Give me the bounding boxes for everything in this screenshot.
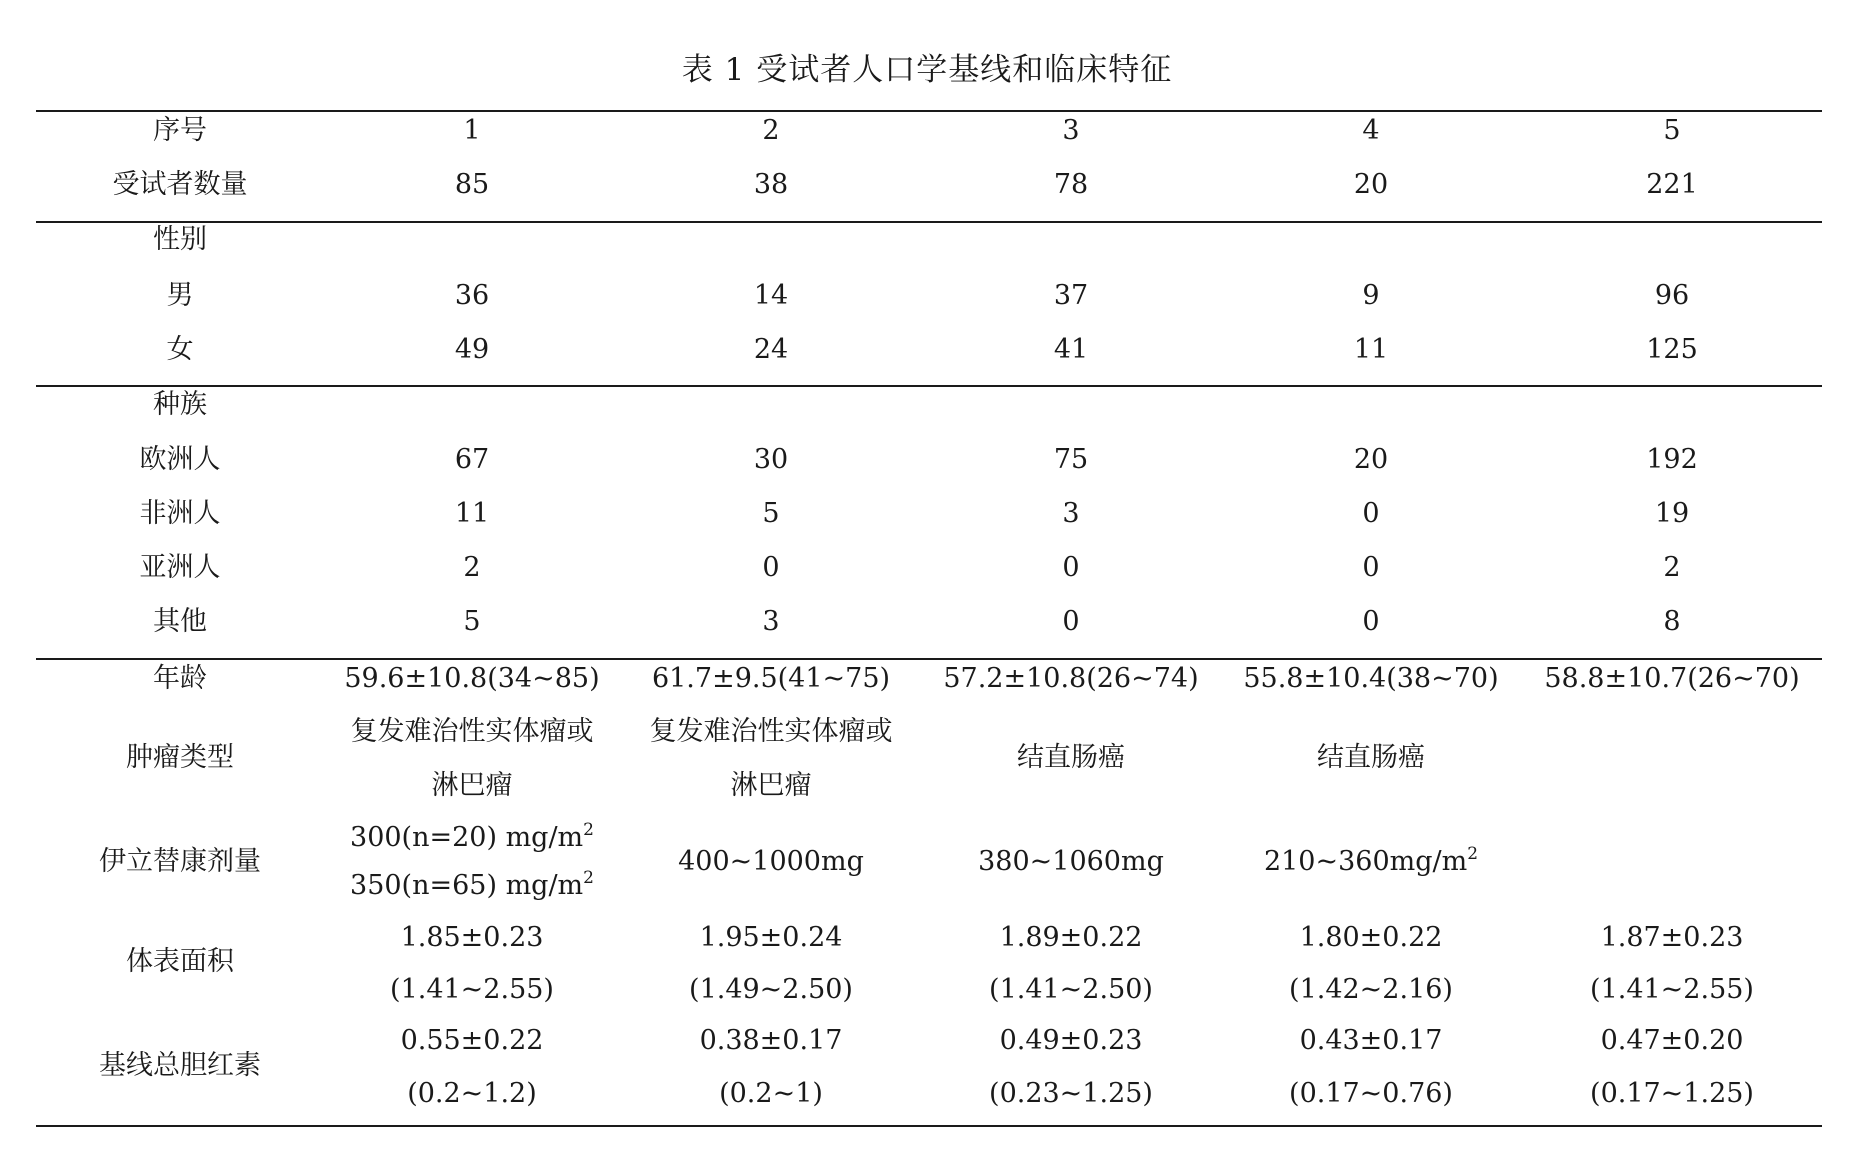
row-label: 男 <box>166 280 194 311</box>
table-cell: 400~1000mg <box>678 846 864 877</box>
table-cell: 淋巴瘤 <box>730 770 812 801</box>
row-label: 年龄 <box>153 663 207 694</box>
table-cell: 300(n=20) $mg/m^2$ <box>350 820 594 853</box>
header-cell: 2 <box>762 115 780 146</box>
row-label: 种族 <box>153 389 207 420</box>
table-cell: 14 <box>753 280 789 311</box>
table-cell: (0.23~1.25) <box>989 1078 1153 1109</box>
table-cell: 复发难治性实体瘤或 <box>649 716 893 747</box>
table-cell: 0 <box>1362 606 1380 637</box>
table-cell: 350(n=65) $mg/m^2$ <box>350 868 594 901</box>
header-cell: 3 <box>1062 115 1080 146</box>
table-cell: (1.42~2.16) <box>1289 974 1453 1005</box>
row-label: 亚洲人 <box>139 552 221 583</box>
table-cell: 78 <box>1053 169 1089 200</box>
table-cell: 55.8±10.4(38~70) <box>1243 663 1499 694</box>
table-cell: 0.47±0.20 <box>1600 1025 1744 1056</box>
table-cell: 96 <box>1654 280 1690 311</box>
table-cell: 30 <box>753 444 789 475</box>
table-cell: (1.49~2.50) <box>689 974 853 1005</box>
table-cell: $210\sim 360mg/m^2$ <box>1263 844 1479 877</box>
table-cell: 20 <box>1353 169 1389 200</box>
row-label: 伊立替康剂量 <box>99 846 261 877</box>
table-cell: 221 <box>1646 169 1698 200</box>
table-cell: 37 <box>1053 280 1089 311</box>
table-cell: 380~1060mg <box>978 846 1164 877</box>
table-cell: 57.2±10.8(26~74) <box>943 663 1199 694</box>
table-cell: (0.17~0.76) <box>1289 1078 1453 1109</box>
table-cell: 1.95±0.24 <box>699 922 843 953</box>
table-cell: 0 <box>1362 498 1380 529</box>
table-cell: 淋巴瘤 <box>431 770 513 801</box>
table-bottom-rule <box>36 1125 1822 1127</box>
table-cell: 36 <box>454 280 490 311</box>
row-label: 肿瘤类型 <box>126 742 234 773</box>
table-cell: 0 <box>1062 606 1080 637</box>
table-cell: 2 <box>1663 552 1681 583</box>
table-cell: 59.6±10.8(34~85) <box>344 663 600 694</box>
table-cell: 49 <box>454 334 490 365</box>
header-cell: 4 <box>1362 115 1380 146</box>
table-cell: 5 <box>463 606 481 637</box>
table-cell: 3 <box>762 606 780 637</box>
table-cell: 0.38±0.17 <box>699 1025 843 1056</box>
table-cell: 75 <box>1053 444 1089 475</box>
table-cell: 2 <box>463 552 481 583</box>
table-cell: 1.85±0.23 <box>400 922 544 953</box>
table-cell: 0.55±0.22 <box>400 1025 544 1056</box>
table-cell: 19 <box>1654 498 1690 529</box>
row-label: 非洲人 <box>139 498 221 529</box>
table-cell: 67 <box>454 444 490 475</box>
row-label: 受试者数量 <box>112 169 248 200</box>
header-cell: 5 <box>1663 115 1681 146</box>
table-cell: 1.87±0.23 <box>1600 922 1744 953</box>
table-cell: 58.8±10.7(26~70) <box>1544 663 1800 694</box>
row-label: 性别 <box>153 224 207 255</box>
table-cell: 0 <box>762 552 780 583</box>
table-cell: (0.17~1.25) <box>1590 1078 1754 1109</box>
table-cell: 192 <box>1646 444 1698 475</box>
row-label: 体表面积 <box>126 946 234 977</box>
table-cell: 61.7±9.5(41~75) <box>651 663 891 694</box>
table-cell: 3 <box>1062 498 1080 529</box>
table-cell: 24 <box>753 334 789 365</box>
table-cell: 1.89±0.22 <box>999 922 1143 953</box>
table-cell: (1.41~2.55) <box>390 974 554 1005</box>
row-label: 其他 <box>153 606 207 637</box>
table-cell: (0.2~1.2) <box>407 1078 537 1109</box>
table-caption: 表 1 受试者人口学基线和临床特征 <box>681 52 1173 88</box>
table-cell: 38 <box>753 169 789 200</box>
table-cell: 11 <box>454 498 490 529</box>
table-cell: 0 <box>1362 552 1380 583</box>
row-label: 基线总胆红素 <box>99 1050 261 1081</box>
table-cell: 结直肠癌 <box>1017 742 1125 773</box>
table-cell: (1.41~2.55) <box>1590 974 1754 1005</box>
table-cell: 0.43±0.17 <box>1299 1025 1443 1056</box>
table-cell: 11 <box>1353 334 1389 365</box>
table-cell: 结直肠癌 <box>1317 742 1425 773</box>
table-cell: 41 <box>1053 334 1089 365</box>
table-cell: (1.41~2.50) <box>989 974 1153 1005</box>
table-cell: 125 <box>1646 334 1698 365</box>
table-cell: 1.80±0.22 <box>1299 922 1443 953</box>
table-cell: 85 <box>454 169 490 200</box>
header-label: 序号 <box>153 115 207 146</box>
table-cell: 9 <box>1362 280 1380 311</box>
row-label: 欧洲人 <box>139 444 221 475</box>
table-cell: 20 <box>1353 444 1389 475</box>
table-cell: 8 <box>1663 606 1681 637</box>
table-cell: 复发难治性实体瘤或 <box>350 716 594 747</box>
table-cell: 0.49±0.23 <box>999 1025 1143 1056</box>
table-cell: 5 <box>762 498 780 529</box>
row-label: 女 <box>166 334 194 365</box>
table-cell: 0 <box>1062 552 1080 583</box>
table-cell: (0.2~1) <box>719 1078 823 1109</box>
header-cell: 1 <box>463 115 481 146</box>
